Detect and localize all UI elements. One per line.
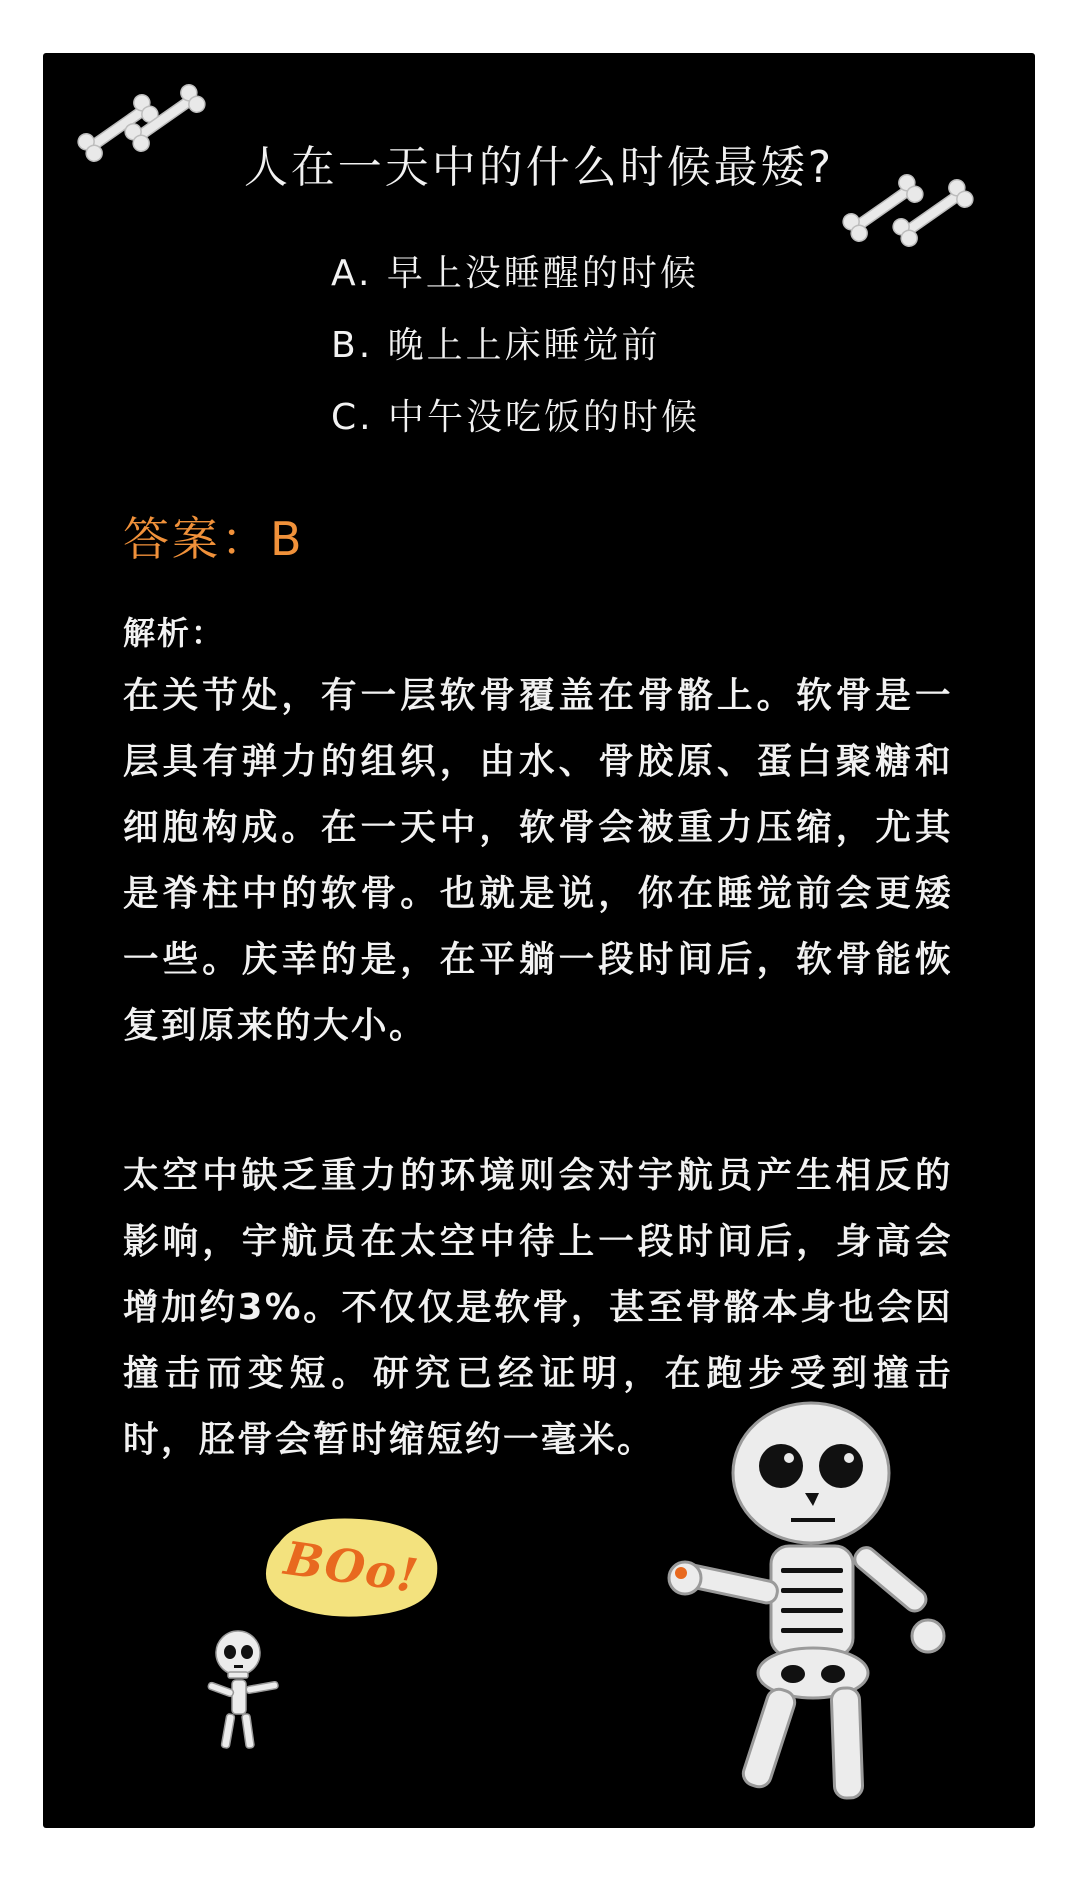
- analysis-label: 解析：: [123, 614, 226, 652]
- skeleton-icon: [198, 1628, 298, 1758]
- content-card: [43, 53, 1035, 1828]
- question-title: 人在一天中的什么时候最矮?: [243, 142, 835, 193]
- answer-text: 答案：B: [123, 512, 305, 566]
- options-list: [331, 238, 700, 454]
- analysis-paragraph-2: 太空中缺乏重力的环境则会对宇航员产生相反的影响，宇航员在太空中待上一段时间后，身高会增加约3%。不仅仅是软骨，甚至骨骼本身也会因撞击而变短。研究已经证明，在跑步受到撞击时，胫骨会暂时缩短约一毫米。: [123, 1155, 953, 1460]
- boo-text: BOo!: [281, 1530, 422, 1604]
- option-a: A. 早上没睡醒的时候: [331, 253, 699, 294]
- skeleton-icon: [663, 1398, 963, 1818]
- option-c: C. 中午没吃饭的时候: [331, 397, 701, 438]
- analysis-paragraph-1: 在关节处，有一层软骨覆盖在骨骼上。软骨是一层具有弹力的组织，由水、骨胶原、蛋白聚糖和细胞构成。在一天中，软骨会被重力压缩，尤其是脊柱中的软骨。也就是说，你在睡觉前会更矮一些。庆幸的是，在平躺一段时间后，软骨能恢复到原来的大小。: [123, 675, 953, 1046]
- option-b: B. 晚上上床睡觉前: [331, 325, 661, 366]
- boo-bubble: [259, 1513, 444, 1621]
